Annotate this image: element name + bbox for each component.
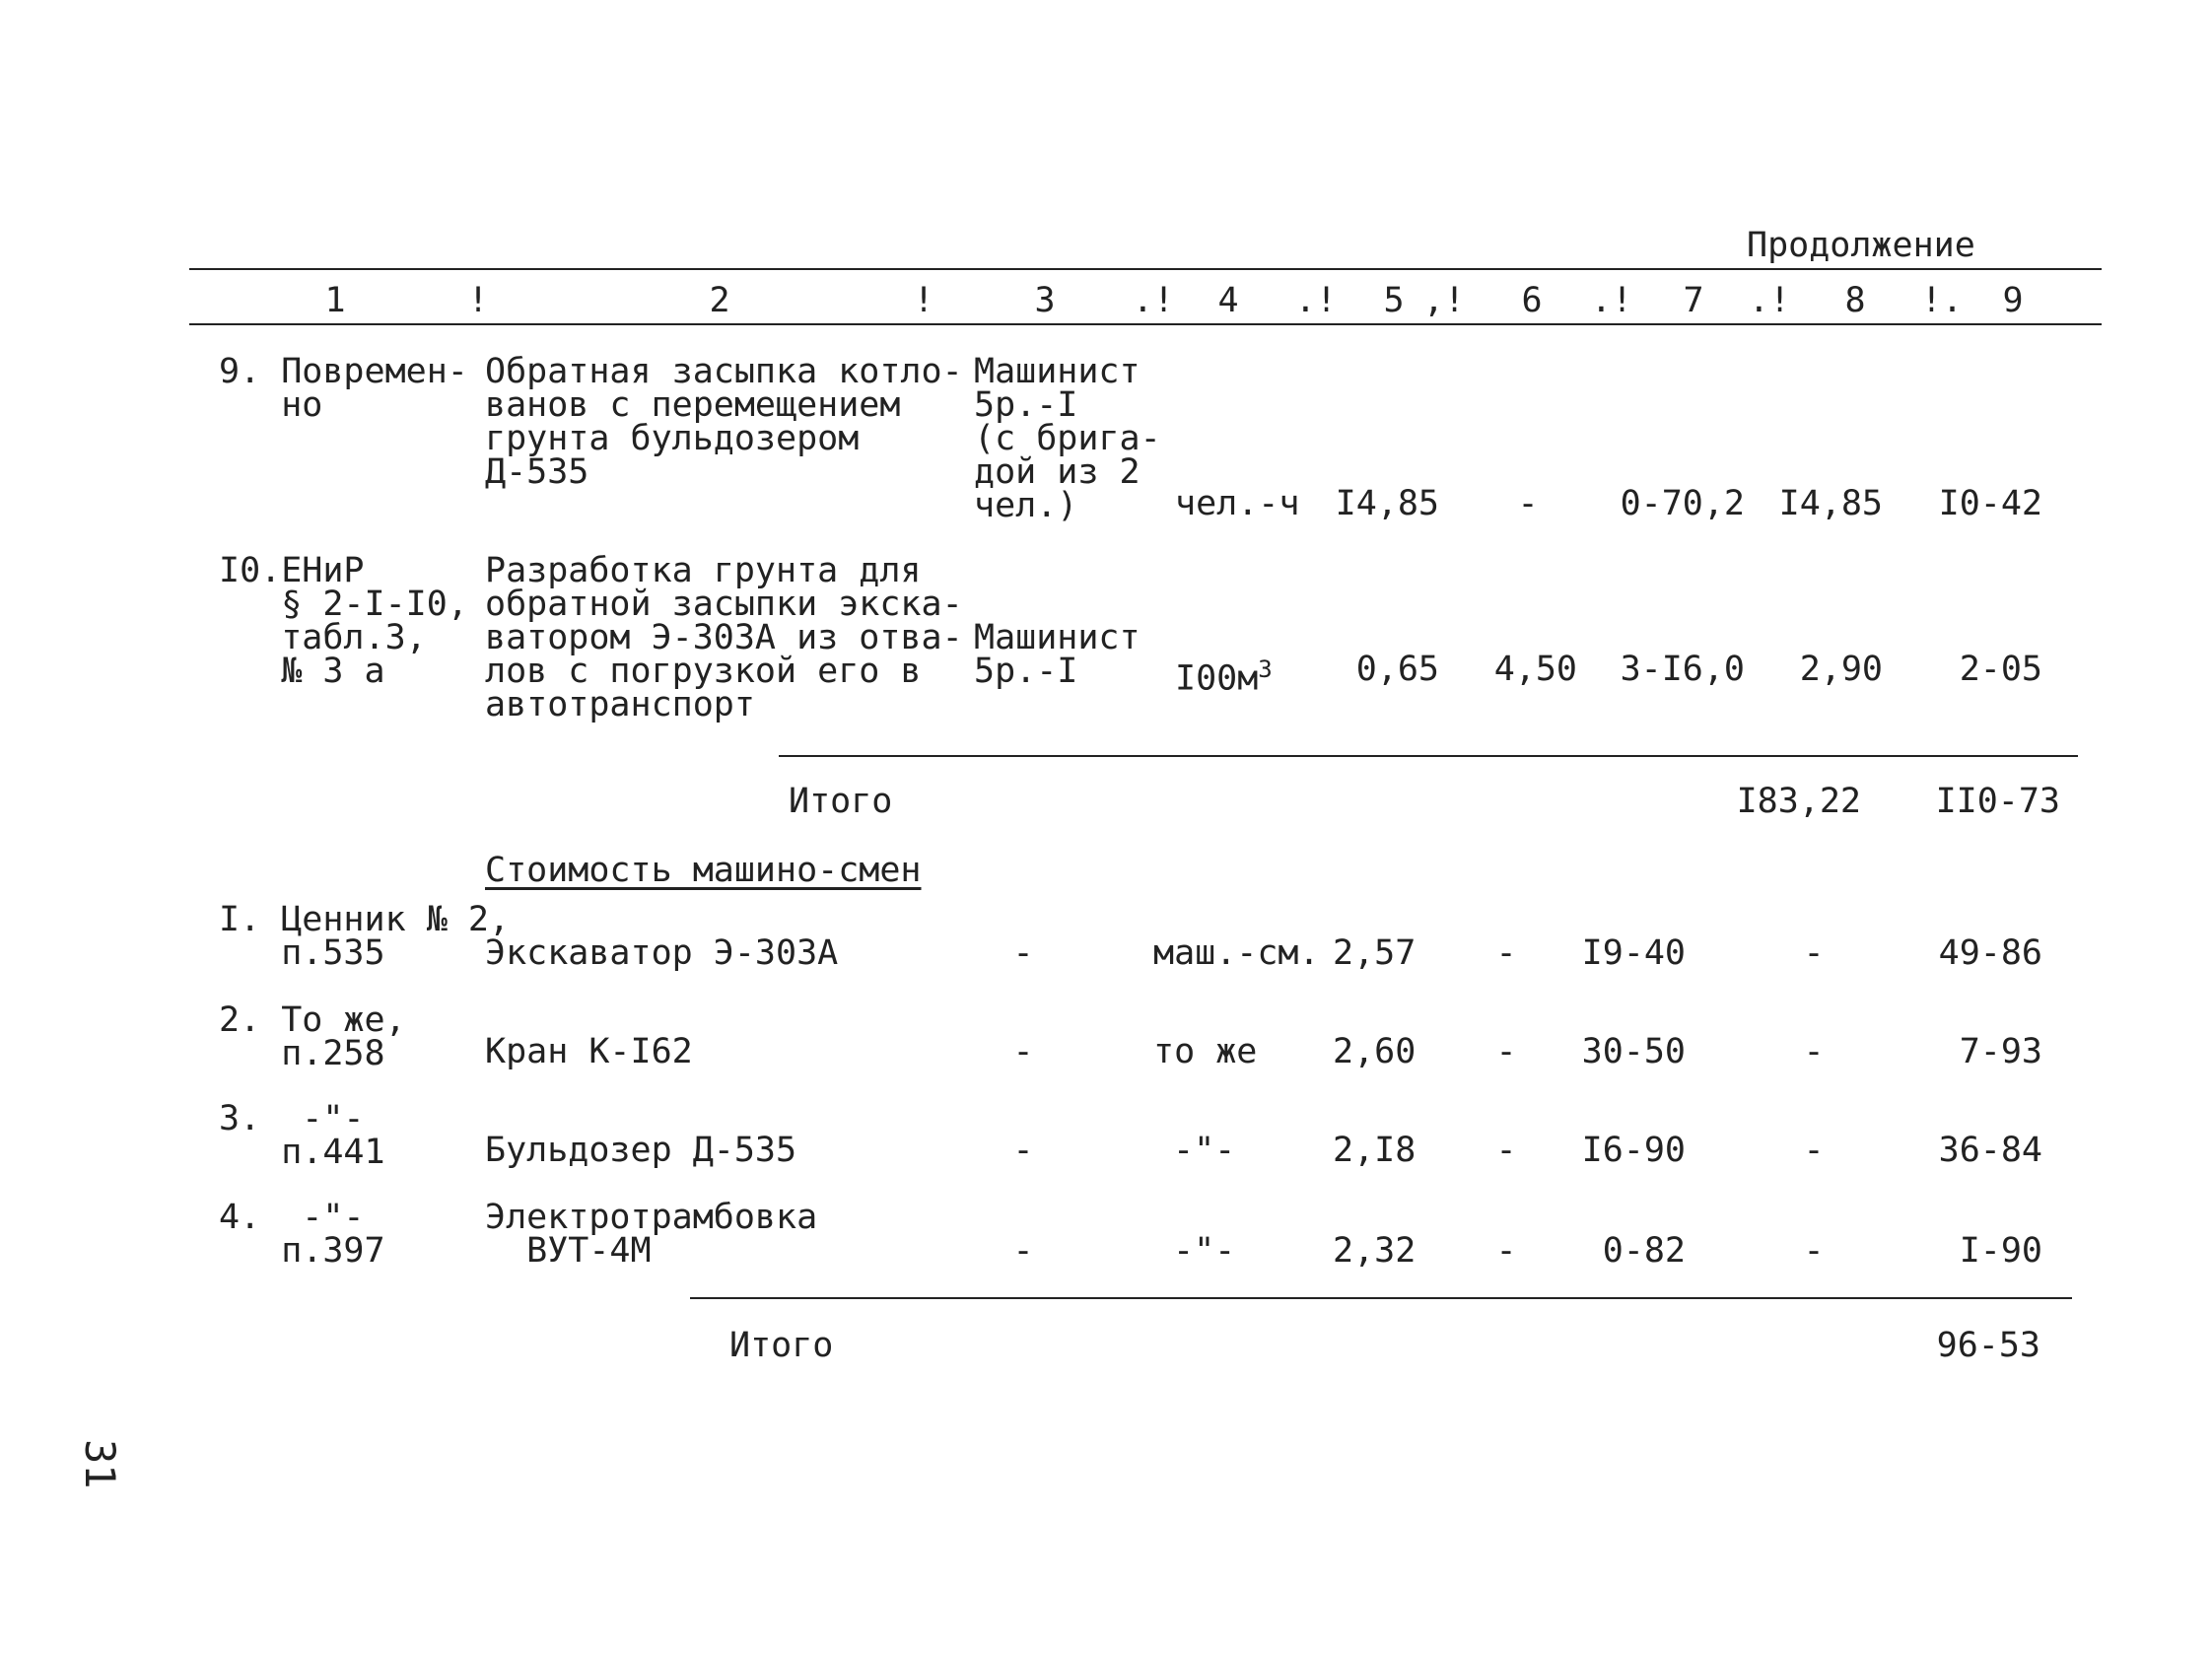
cell-unit: -"- xyxy=(1173,1231,1236,1271)
cell-col9: I-90 xyxy=(1959,1231,2042,1271)
total-col8: I83,22 xyxy=(1736,782,1861,821)
cell-reference: 2. То же, п.258 xyxy=(219,1000,406,1073)
cell-col7: I9-40 xyxy=(1581,933,1686,973)
superscript: 3 xyxy=(1258,655,1273,683)
cell-col8: - xyxy=(1803,933,1825,973)
cell-col7: I6-90 xyxy=(1581,1131,1686,1170)
cell-description: Кран К-I62 xyxy=(485,1032,693,1071)
col-sep: ,! xyxy=(1422,281,1466,320)
cell-description: Электротрамбовка ВУТ-4М xyxy=(485,1198,818,1271)
cell-col8: 2,90 xyxy=(1799,650,1883,689)
col-sep: .! xyxy=(1748,281,1791,320)
cell-col5: 2,57 xyxy=(1333,933,1417,973)
cell-col8: - xyxy=(1803,1032,1825,1071)
cell-reference: 3. -"- п.441 xyxy=(219,1099,385,1172)
cell-unit: -"- xyxy=(1173,1131,1236,1170)
col-sep: !. xyxy=(1920,281,1964,320)
cell-reference: 9. Повремен- но xyxy=(219,352,468,425)
cell-staff: - xyxy=(1012,933,1034,973)
col-sep: .! xyxy=(1132,281,1175,320)
total-col9: II0-73 xyxy=(1935,782,2060,821)
col-sep: .! xyxy=(1294,281,1338,320)
cell-unit: маш.-см. xyxy=(1153,933,1320,973)
cell-col6: - xyxy=(1495,1131,1517,1170)
col-header: 5 xyxy=(1383,281,1405,320)
cell-unit: то же xyxy=(1153,1032,1258,1071)
cell-col8: - xyxy=(1803,1131,1825,1170)
cell-unit: $I00м^3$ xyxy=(1175,655,1273,699)
cell-col5: 2,32 xyxy=(1333,1231,1417,1271)
cell-staff: - xyxy=(1012,1131,1034,1170)
cell-col8: I4,85 xyxy=(1778,484,1883,523)
cell-staff: - xyxy=(1012,1032,1034,1071)
cell-col6: - xyxy=(1495,1231,1517,1271)
cell-reference: I. Ценник № 2, п.535 xyxy=(219,900,511,973)
col-header: 8 xyxy=(1844,281,1866,320)
cell-col6: 4,50 xyxy=(1493,650,1577,689)
cell-col5: 2,I8 xyxy=(1333,1131,1417,1170)
continuation-label: Продолжение xyxy=(1747,226,1975,265)
cell-description: Обратная засыпка котло- ванов с перемещением грунта бульдозером Д-535 xyxy=(485,352,963,492)
cell-col7: 3-I6,0 xyxy=(1620,650,1745,689)
cell-staff: Машинист 5р.-I xyxy=(974,618,1141,691)
cell-col9: I0-42 xyxy=(1938,484,2042,523)
col-header: 3 xyxy=(1034,281,1056,320)
cell-col6: - xyxy=(1495,933,1517,973)
col-header: 4 xyxy=(1217,281,1239,320)
table-header-rule xyxy=(189,323,2102,325)
total-label: Итого xyxy=(729,1326,834,1365)
cell-col9: 7-93 xyxy=(1959,1032,2042,1071)
cell-col8: - xyxy=(1803,1231,1825,1271)
subtotal-rule xyxy=(779,755,2078,757)
cell-col9: 2-05 xyxy=(1959,650,2042,689)
cell-col6: - xyxy=(1495,1032,1517,1071)
cell-description: Экскаватор Э-303А xyxy=(485,933,839,973)
cell-description: Бульдозер Д-535 xyxy=(485,1131,797,1170)
cell-col6: - xyxy=(1517,484,1539,523)
total-label: Итого xyxy=(789,782,893,821)
col-header: 1 xyxy=(324,281,346,320)
cell-col5: I4,85 xyxy=(1335,484,1439,523)
cell-col9: 36-84 xyxy=(1938,1131,2042,1170)
col-sep: ! xyxy=(913,281,934,320)
col-header: 6 xyxy=(1521,281,1543,320)
cell-col7: 30-50 xyxy=(1581,1032,1686,1071)
cell-unit: чел.-ч xyxy=(1175,484,1300,523)
col-header: 7 xyxy=(1683,281,1704,320)
subtotal-rule xyxy=(690,1297,2072,1299)
section-title: Стоимость машино-смен xyxy=(485,851,922,890)
cell-col7: 0-82 xyxy=(1602,1231,1686,1271)
cell-col9: 49-86 xyxy=(1938,933,2042,973)
col-header: 9 xyxy=(2002,281,2024,320)
cell-col7: 0-70,2 xyxy=(1620,484,1745,523)
cell-reference: I0.ЕНиР § 2-I-I0, табл.3, № 3 а xyxy=(219,551,468,691)
col-sep: .! xyxy=(1590,281,1633,320)
cell-staff: Машинист 5р.-I (с брига- дой из 2 чел.) xyxy=(974,352,1161,525)
cell-description: Разработка грунта для обратной засыпки экска- ватором Э-303А из отва- лов с погрузкой его в автотранспорт xyxy=(485,551,963,724)
cell-col5: 0,65 xyxy=(1355,650,1439,689)
col-header: 2 xyxy=(709,281,730,320)
page-number: 31 xyxy=(76,1439,124,1489)
col-sep: ! xyxy=(467,281,489,320)
cell-reference: 4. -"- п.397 xyxy=(219,1198,385,1271)
cell-col5: 2,60 xyxy=(1333,1032,1417,1071)
table-top-rule xyxy=(189,268,2102,270)
total-col9: 96-53 xyxy=(1936,1326,2040,1365)
cell-staff: - xyxy=(1012,1231,1034,1271)
